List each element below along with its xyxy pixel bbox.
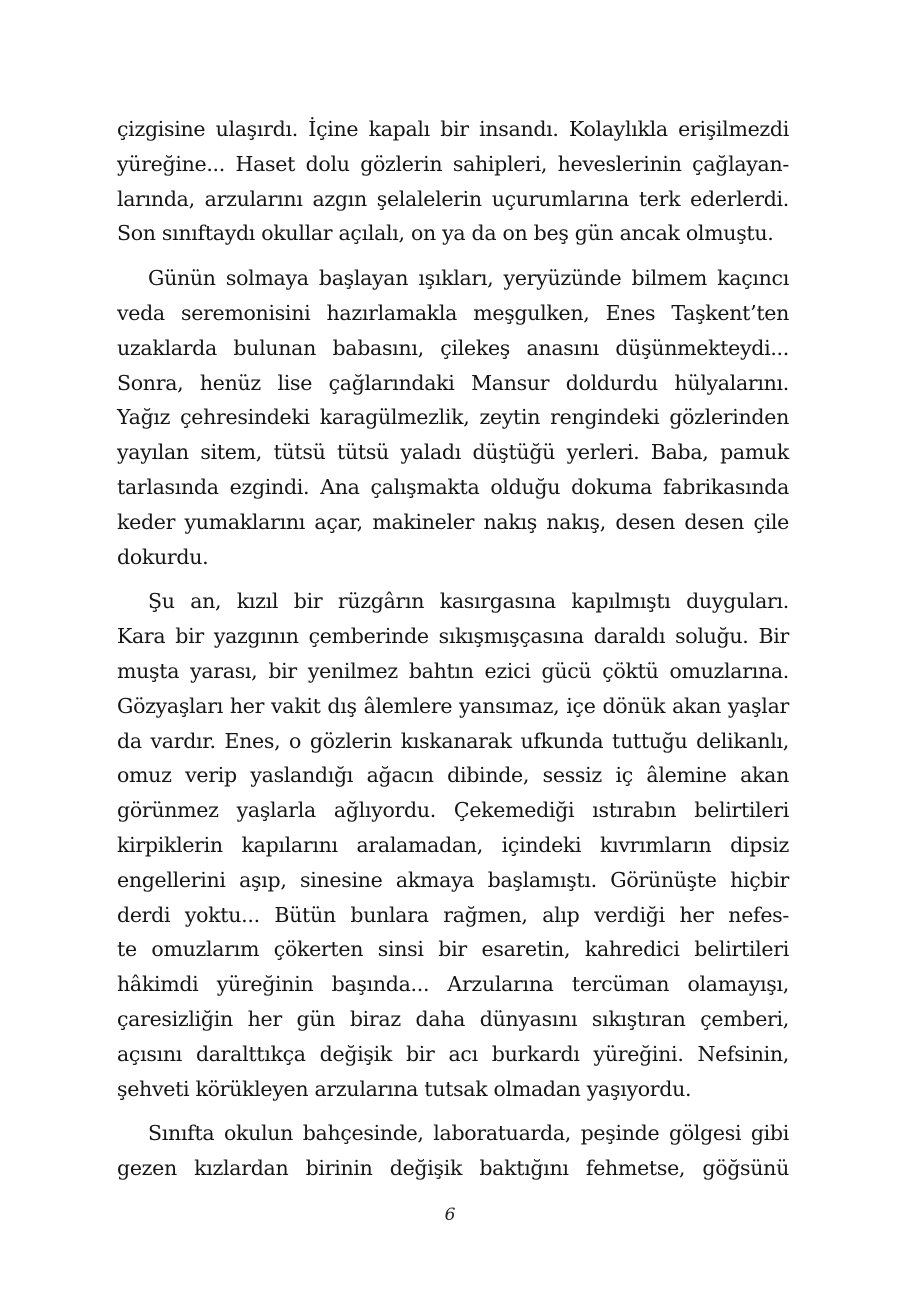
paragraph-4 — [117, 1116, 789, 1186]
text-line: tarlasında ezgindi. Ana çalışmakta olduğu dokuma fabrikasında — [117, 474, 789, 499]
text-line: Kara bir yazgının çemberinde sıkışmışçasına daraldı soluğu. Bir — [117, 624, 789, 649]
text-line: şehveti körükleyen arzularına tutsak olmadan yaşıyordu. — [117, 1076, 692, 1101]
text-line: te omuzlarım çökerten sinsi bir esaretin, kahredici belirtileri — [117, 937, 789, 962]
text-line: veda seremonisini hazırlamakla meşgulken, Enes Taşkent’ten — [117, 300, 789, 325]
text-line: omuz verip yaslandığı ağacın dibinde, sessiz iç âlemine akan — [117, 763, 789, 788]
page-number: 6 — [444, 1205, 456, 1225]
text-line: Günün solmaya başlayan ışıkları, yeryüzünde bilmem kaçıncı — [148, 266, 789, 291]
paragraph-1 — [117, 112, 789, 251]
text-line: açısını daralttıkça değişik bir acı burkardı yüreğini. Nefsinin, — [117, 1041, 789, 1066]
paragraph-3 — [117, 584, 789, 1106]
text-line: çizgisine ulaşırdı. İçine kapalı bir insandı. Kolaylıkla erişilmezdi — [117, 117, 789, 141]
text-line: Şu an, kızıl bir rüzgârın kasırgasına kapılmıştı duyguları. — [148, 589, 789, 614]
text-line: derdi yoktu... Bütün bunlara rağmen, alıp verdiği her nefes- — [117, 902, 789, 927]
text-line: Sınıfta okulun bahçesinde, laboratuarda, peşinde gölgesi gibi — [148, 1121, 789, 1146]
text-line: keder yumaklarını açar, makineler nakış nakış, desen desen çile — [117, 509, 789, 534]
body-text — [117, 112, 789, 1186]
text-line: Son sınıftaydı okullar açılalı, on ya da on beş gün ancak olmuştu. — [117, 221, 774, 246]
text-line: uzaklarda bulunan babasını, çilekeş anasını düşünmekteydi... — [117, 335, 789, 360]
text-line: larında, arzularını azgın şelalelerin uçurumlarına terk ederlerdi. — [117, 186, 789, 211]
text-line: hâkimdi yüreğinin başında... Arzularına tercüman olamayışı, — [117, 972, 789, 997]
paragraph-2 — [117, 261, 789, 574]
text-line: Yağız çehresindeki karagülmezlik, zeytin rengindeki gözlerinden — [117, 405, 789, 430]
text-line: Gözyaşları her vakit dış âlemlere yansımaz, içe dönük akan yaşlar — [117, 693, 789, 718]
text-line: da vardır. Enes, o gözlerin kıskanarak ufkunda tuttuğu delikanlı, — [117, 728, 789, 753]
text-line: dokurdu. — [117, 544, 209, 569]
text-line: çaresizliğin her gün biraz daha dünyasını sıkıştıran çemberi, — [117, 1006, 789, 1031]
text-line: Sonra, henüz lise çağlarındaki Mansur doldurdu hülyalarını. — [117, 370, 789, 395]
text-line: görünmez yaşlarla ağlıyordu. Çekemediği ıstırabın belirtileri — [117, 798, 789, 823]
text-line: engellerini aşıp, sinesine akmaya başlamıştı. Görünüşte hiçbir — [117, 867, 789, 892]
text-line: yayılan sitem, tütsü tütsü yaladı düştüğü yerleri. Baba, pamuk — [117, 440, 789, 465]
text-line: muşta yarası, bir yenilmez bahtın ezici gücü çöktü omuzlarına. — [117, 658, 789, 683]
text-line: gezen kızlardan birinin değişik baktığını fehmetse, göğsünü — [117, 1156, 789, 1181]
text-line: kirpiklerin kapılarını aralamadan, içindeki kıvrımların dipsiz — [117, 832, 789, 857]
text-line: yüreğine... Haset dolu gözlerin sahipleri, heveslerinin çağlayan- — [117, 151, 789, 176]
